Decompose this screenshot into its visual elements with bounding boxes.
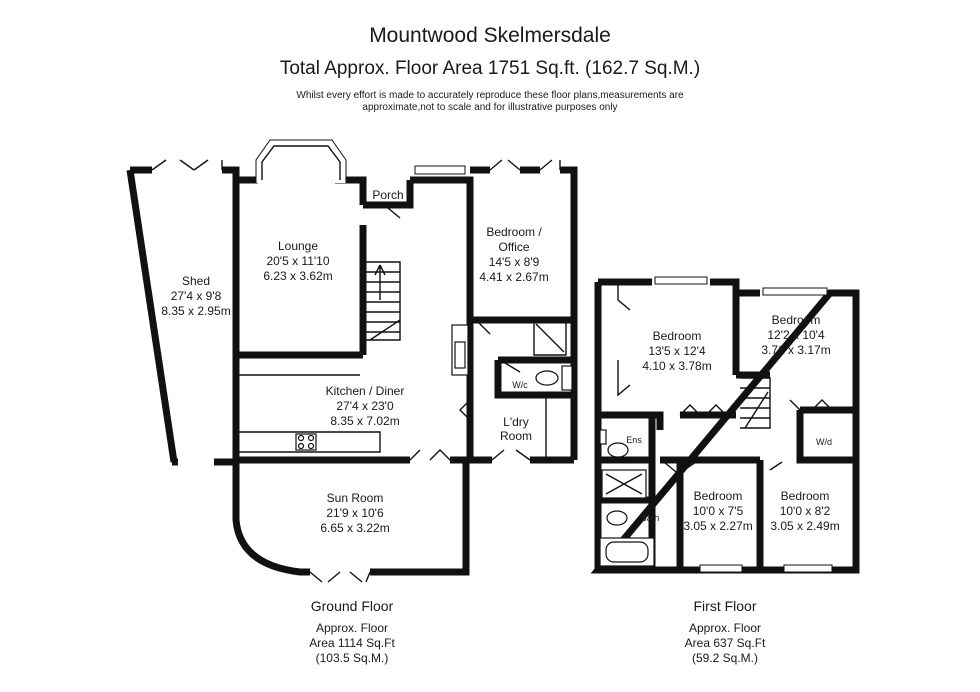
bedroom-small1-name: Bedroom — [693, 489, 743, 503]
bedroom-main-metric: 4.10 x 3.78m — [642, 359, 712, 373]
lounge-metric: 6.23 x 3.62m — [263, 269, 333, 283]
captions — [309, 598, 766, 665]
bedroom-right-metric: 3.71 x 3.17m — [761, 343, 831, 357]
disclaimer-line-1: Whilst every effort is made to accurately reproduce these floor plans,measurements are — [296, 90, 684, 101]
laundry-name-2: Room — [499, 429, 533, 443]
laundry-name-1: L'dry — [503, 415, 529, 429]
first-floor-caption: First Floor — [693, 598, 757, 614]
kitchen-metric: 8.35 x 7.02m — [330, 414, 400, 428]
bedroom-right-name: Bedroom — [771, 313, 821, 327]
shed-name: Shed — [181, 274, 211, 288]
sun-room-metric: 6.65 x 3.22m — [320, 521, 390, 535]
bedroom-right-window — [763, 288, 827, 295]
bedroom-office-name-1: Bedroom / — [486, 225, 542, 239]
bedroom-office-metric: 4.41 x 2.67m — [479, 270, 549, 284]
total-area: Total Approx. Floor Area 1751 Sq.ft. (162.7 Sq.M.) — [279, 58, 701, 79]
bedroom-right-imperial: 12'2 x 10'4 — [767, 328, 825, 342]
sun-room-imperial: 21'9 x 10'6 — [326, 506, 384, 520]
shed-metric: 8.35 x 2.95m — [161, 304, 231, 318]
lounge-name: Lounge — [277, 239, 319, 253]
first-floor-area-1: Approx. Floor — [688, 621, 762, 635]
shed-imperial: 27'4 x 9'8 — [170, 289, 222, 303]
kitchen-imperial: 27'4 x 23'0 — [336, 399, 394, 413]
bedroom-office-imperial: 14'5 x 8'9 — [488, 255, 540, 269]
ensuite-name: Ens — [626, 435, 642, 445]
bedroom-main-imperial: 13'5 x 12'4 — [648, 344, 706, 358]
bedroom-small2-name: Bedroom — [780, 489, 830, 503]
ground-floor-area-3: (103.5 Sq.M.) — [315, 651, 389, 665]
bedroom-small2-window — [784, 565, 832, 572]
ground-stairs — [363, 262, 400, 340]
kitchen-top-window — [415, 166, 465, 174]
bedroom-office-name-2: Office — [498, 240, 530, 254]
disclaimer-line-2: approximate,not to scale and for illustrative purposes only — [362, 102, 618, 113]
bedroom-main-window — [655, 277, 707, 284]
bedroom-small1-metric: 3.05 x 2.27m — [683, 519, 753, 533]
sun-room-name: Sun Room — [326, 491, 384, 505]
ground-floor-area-1: Approx. Floor — [315, 621, 389, 635]
first-floor-area-3: (59.2 Sq.M.) — [691, 651, 759, 665]
ground-floor-caption: Ground Floor — [310, 598, 394, 614]
plan-title: Mountwood Skelmersdale — [369, 24, 611, 47]
lounge-bay-window — [256, 140, 346, 183]
bedroom-small1-imperial: 10'0 x 7'5 — [692, 504, 744, 518]
bedroom-small1-window — [700, 565, 742, 572]
wardrobe-name: W/d — [815, 437, 833, 447]
ground-floor-labels — [161, 188, 548, 535]
porch-name: Porch — [372, 188, 404, 202]
bedroom-small2-imperial: 10'0 x 8'2 — [779, 504, 831, 518]
bedroom-small2-metric: 3.05 x 2.49m — [770, 519, 840, 533]
first-floor-area-2: Area 637 Sq.Ft — [684, 636, 766, 650]
bath-name: Bath — [640, 513, 660, 523]
lounge-imperial: 20'5 x 11'10 — [266, 254, 330, 268]
wc-name: W/c — [512, 380, 528, 390]
wc-laundry-walls — [460, 360, 574, 460]
kitchen-name: Kitchen / Diner — [325, 384, 405, 398]
ground-floor-area-2: Area 1114 Sq.Ft — [309, 636, 395, 650]
bedroom-right-walls — [736, 375, 856, 460]
bedroom-main-name: Bedroom — [652, 329, 702, 343]
